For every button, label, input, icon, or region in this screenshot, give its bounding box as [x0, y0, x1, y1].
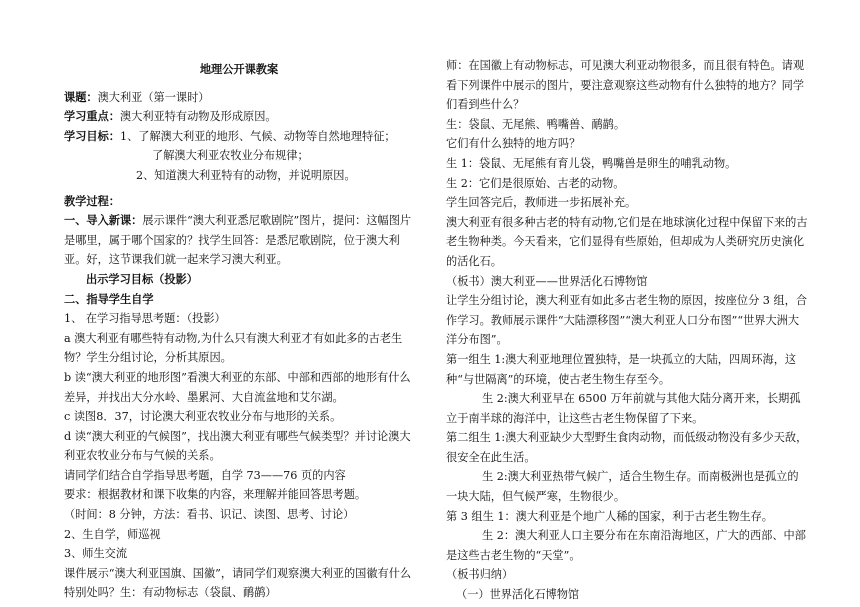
para-13: 生 2:澳大利亚热带气候广，适合生物生存。而南极洲也是孤立的一块大陆，但气候严寒，生物很少。 — [446, 470, 799, 504]
guide-6: 课件展示“澳大利亚国旗、国徽”，请同学们观察澳大利亚的国徽有什么特别处吗？生：有动物标志（袋鼠、鸸鹋） — [64, 566, 412, 600]
guide-5: 3、师生交流 — [64, 547, 128, 561]
focus-line — [64, 107, 414, 127]
goal-1: 1、了解澳大利亚的地形、气候、动物等自然地理特征； — [119, 129, 396, 143]
question-d: d 读“澳大利亚的气候图”，找出澳大利亚有哪些气候类型？并讨论澳大利亚农牧业分布与气候的关系。 — [64, 429, 411, 463]
topic-text: 澳大利亚（第一课时） — [97, 90, 210, 104]
section-1 — [64, 211, 414, 270]
question-head: 1、 在学习指导思考题：（投影） — [64, 312, 226, 326]
question-c: c 读图8．37，讨论澳大利亚农牧业分布与地形的关系。 — [64, 410, 342, 424]
para-9: 让学生分组讨论，澳大利亚有如此多古老生物的原因，按座位分 3 组，合作学习。教师展示课件“大陆漂移图”“澳大利亚人口分布图”“世界大洲大洋分布图”。 — [446, 294, 808, 347]
section-1-label: 一、导入新课： — [64, 213, 143, 228]
section-2-label: 二、指导学生自学 — [64, 291, 154, 306]
para-8: （板书）澳大利亚——世界活化石博物馆 — [446, 274, 648, 288]
show-goals: 出示学习目标（投影） — [86, 271, 198, 286]
para-14: 第 3 组生 1：澳大利亚是个地广人稀的国家，利于古老生物生存。 — [446, 509, 773, 523]
focus-text: 澳大利亚特有动物及形成原因。 — [119, 110, 277, 124]
focus-label: 学习重点： — [64, 109, 120, 124]
guide-4: 2、生自学，师巡视 — [64, 527, 161, 541]
right-column — [446, 56, 808, 605]
goals-line — [64, 127, 414, 147]
guide-3: （时间：8 分钟，方法：看书、识记、读图、思考、讨论） — [64, 508, 355, 522]
para-6: 学生回答完后，教师进一步拓展补充。 — [446, 196, 637, 210]
question-a: a 澳大利亚有哪些特有动物,为什么只有澳大利亚才有如此多的古老生物？学生分组讨论，分析其原因。 — [64, 331, 403, 365]
goal-1b: 了解澳大利亚农牧业分布规律； — [152, 149, 309, 163]
left-column — [64, 0, 414, 603]
goals-label: 学习目标： — [64, 128, 120, 143]
guide-1: 请同学们结合自学指导思考题，自学 73——76 页的内容 — [64, 468, 346, 482]
topic-line — [64, 88, 414, 108]
para-16: （板书归纳） — [446, 568, 514, 582]
para-4: 生 1：袋鼠、无尾熊有育儿袋，鸭嘴兽是卵生的哺乳动物。 — [446, 156, 737, 170]
section-1-text: 展示课件“澳大利亚悉尼歌剧院”图片，提问：这幅图片是哪里，属于哪个国家的？找学生回答：是悉尼歌剧院，位于澳大利亚。好，这节课我们就一起来学习澳大利亚。 — [64, 214, 412, 267]
para-5: 生 2：它们是很原始、古老的动物。 — [446, 176, 625, 190]
para-7: 澳大利亚有很多种古老的特有动物,它们是在地球演化过程中保留下来的古老生物种类。今天看来，它们显得有些原始，但却成为人类研究历史演化的活化石。 — [446, 215, 808, 268]
para-3: 它们有什么独特的地方吗？ — [446, 137, 581, 151]
guide-2: 要求：根据教材和课下收集的内容，来理解并能回答思考题。 — [64, 488, 367, 502]
para-1: 师：在国徽上有动物标志，可见澳大利亚动物很多，而且很有特色。请观看下列课件中展示的图片，要注意观察这些动物有什么独特的地方？同学们看到些什么？ — [446, 59, 805, 112]
para-2: 生：袋鼠、无尾熊、鸭嘴兽、鸸鹋。 — [446, 117, 626, 131]
topic-label: 课题： — [64, 89, 98, 104]
process-label: 教学过程： — [64, 193, 120, 208]
para-11: 生 2:澳大利亚早在 6500 万年前就与其他大陆分离开来，长期孤立于南半球的海洋中，让这些古老生物保留了下来。 — [446, 392, 801, 425]
doc-title: 地理公开课教案 — [199, 62, 279, 76]
para-17: （一）世界活化石博物馆 — [456, 588, 580, 602]
goal-2: 2、知道澳大利亚特有的动物，并说明原因。 — [136, 168, 356, 182]
question-b: b 读“澳大利亚的地形图”看澳大利亚的东部、中部和西部的地形有什么差异，并找出大分水岭、墨累河、大自流盆地和艾尔湖。 — [64, 370, 411, 404]
para-15: 生 2：澳大利亚人口主要分布在东南沿海地区，广大的西部、中部是这些古老生物的“天堂”。 — [446, 529, 806, 562]
para-10: 第一组生 1:澳大利亚地理位置独特，是一块孤立的大陆，四周环海，这种“与世隔离”的环境，使古老生物生存至今。 — [446, 352, 797, 386]
para-12: 第二组生 1:澳大利亚缺少大型野生食肉动物，而低级动物没有多少天敌，很安全在此生活。 — [446, 431, 808, 464]
